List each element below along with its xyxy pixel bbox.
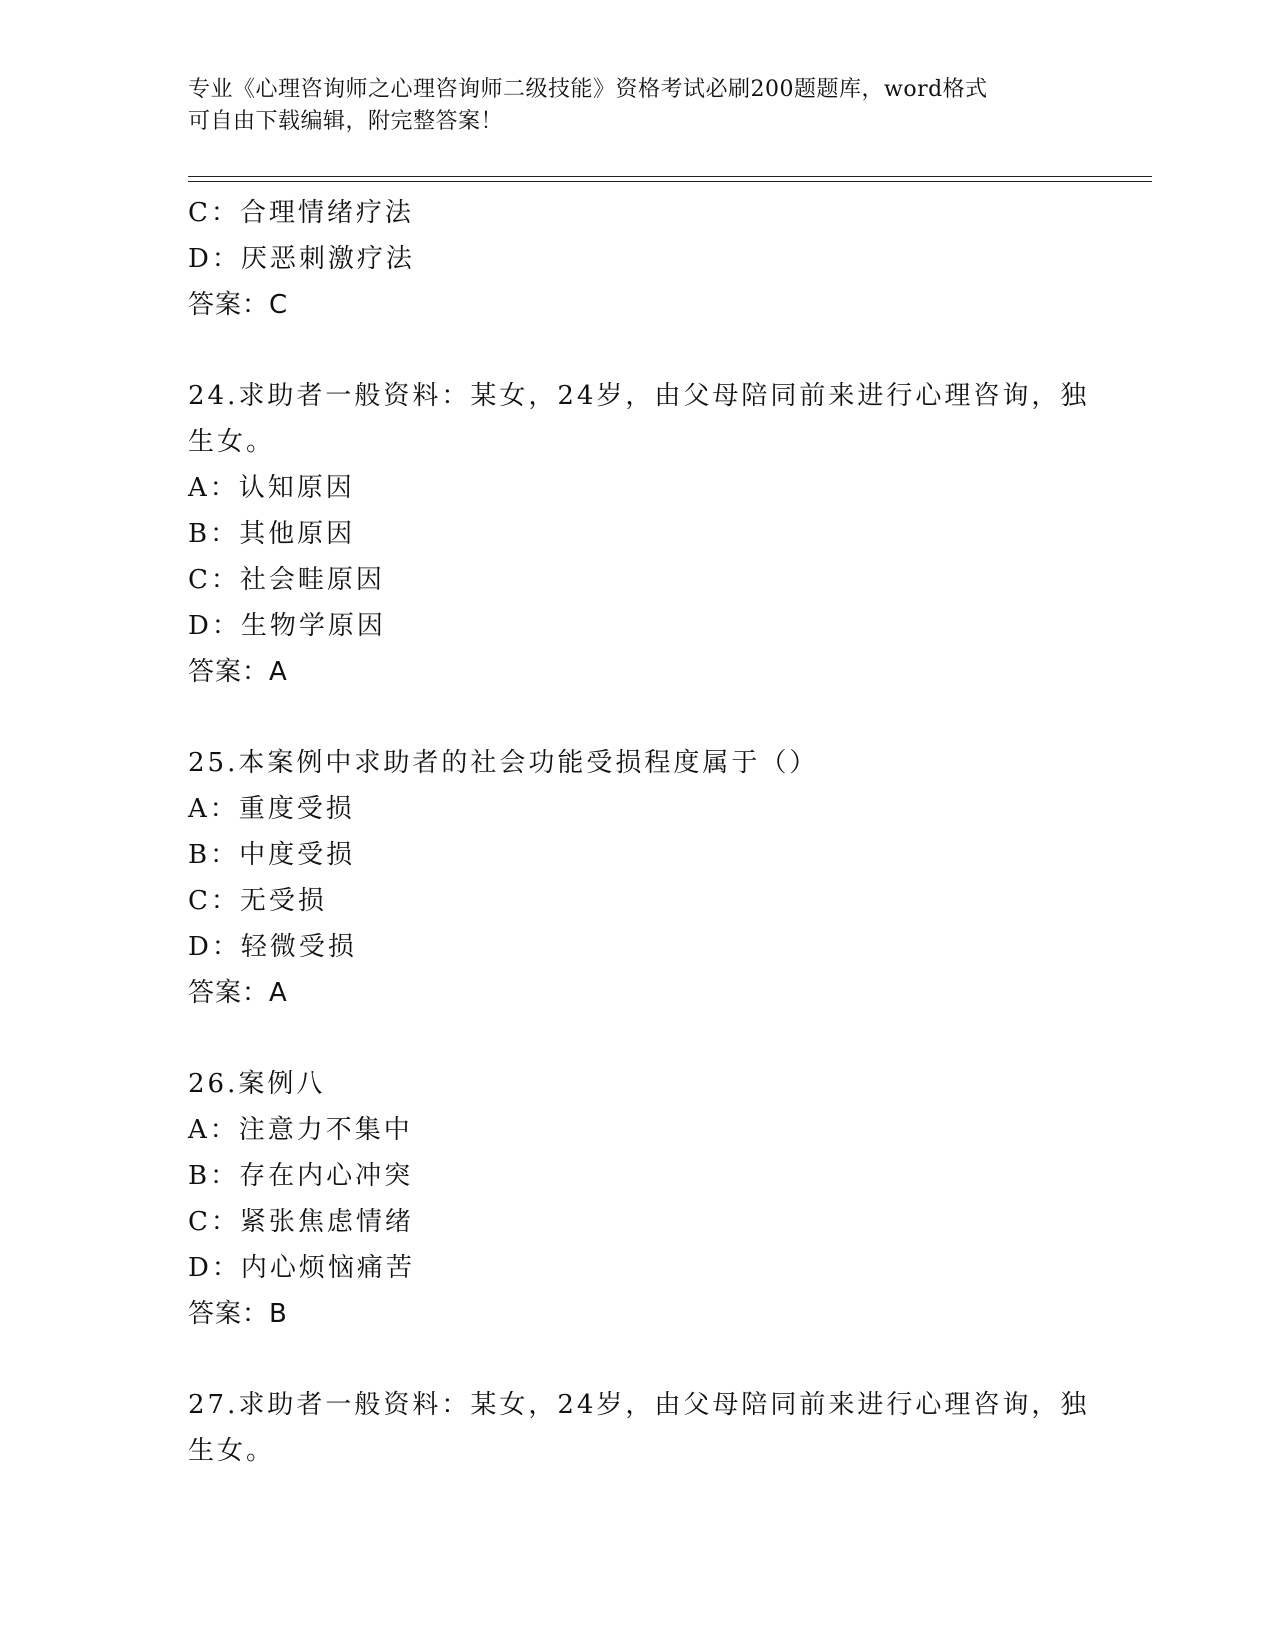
- option-a: A：认知原因: [188, 473, 355, 503]
- option-b: B：其他原因: [188, 519, 356, 549]
- option-c: C：社会畦原因: [188, 565, 385, 595]
- option-c: C：合理情绪疗法: [188, 198, 414, 228]
- answer: 答案：A: [188, 978, 288, 1008]
- question-list: [188, 190, 1088, 1474]
- answer: 答案：C: [188, 290, 289, 320]
- answer: 答案：B: [188, 1299, 288, 1329]
- option-b: B：中度受损: [188, 840, 356, 870]
- option-d: D：轻微受损: [188, 932, 357, 962]
- header-rule-top: [188, 176, 1152, 177]
- option-b: B：存在内心冲突: [188, 1161, 414, 1191]
- document-header: [188, 74, 1088, 138]
- option-a: A：重度受损: [188, 794, 355, 824]
- question-text: 27.求助者一般资料：某女，24岁，由父母陪同前来进行心理咨询，独: [188, 1390, 1090, 1420]
- option-c: C：紧张焦虑情绪: [188, 1207, 414, 1237]
- option-d: D：生物学原因: [188, 611, 386, 641]
- option-c: C：无受损: [188, 886, 327, 916]
- option-d: D：内心烦恼痛苦: [188, 1253, 415, 1283]
- header-line-2: 可自由下载编辑，附完整答案！: [188, 109, 504, 134]
- question-text-continued: 生女。: [188, 1436, 276, 1466]
- header-rule-bottom: [188, 181, 1152, 182]
- question-text: 26.案例八: [188, 1069, 326, 1099]
- option-a: A：注意力不集中: [188, 1115, 413, 1145]
- question-text: 25.本案例中求助者的社会功能受损程度属于（）: [188, 748, 819, 778]
- header-line-1: 专业《心理咨询师之心理咨询师二级技能》资格考试必刷200题题库，word格式: [188, 77, 988, 102]
- question-text-continued: 生女。: [188, 427, 276, 457]
- answer: 答案：A: [188, 657, 288, 687]
- question-text: 24.求助者一般资料：某女，24岁，由父母陪同前来进行心理咨询，独: [188, 381, 1090, 411]
- option-d: D：厌恶刺激疗法: [188, 244, 415, 274]
